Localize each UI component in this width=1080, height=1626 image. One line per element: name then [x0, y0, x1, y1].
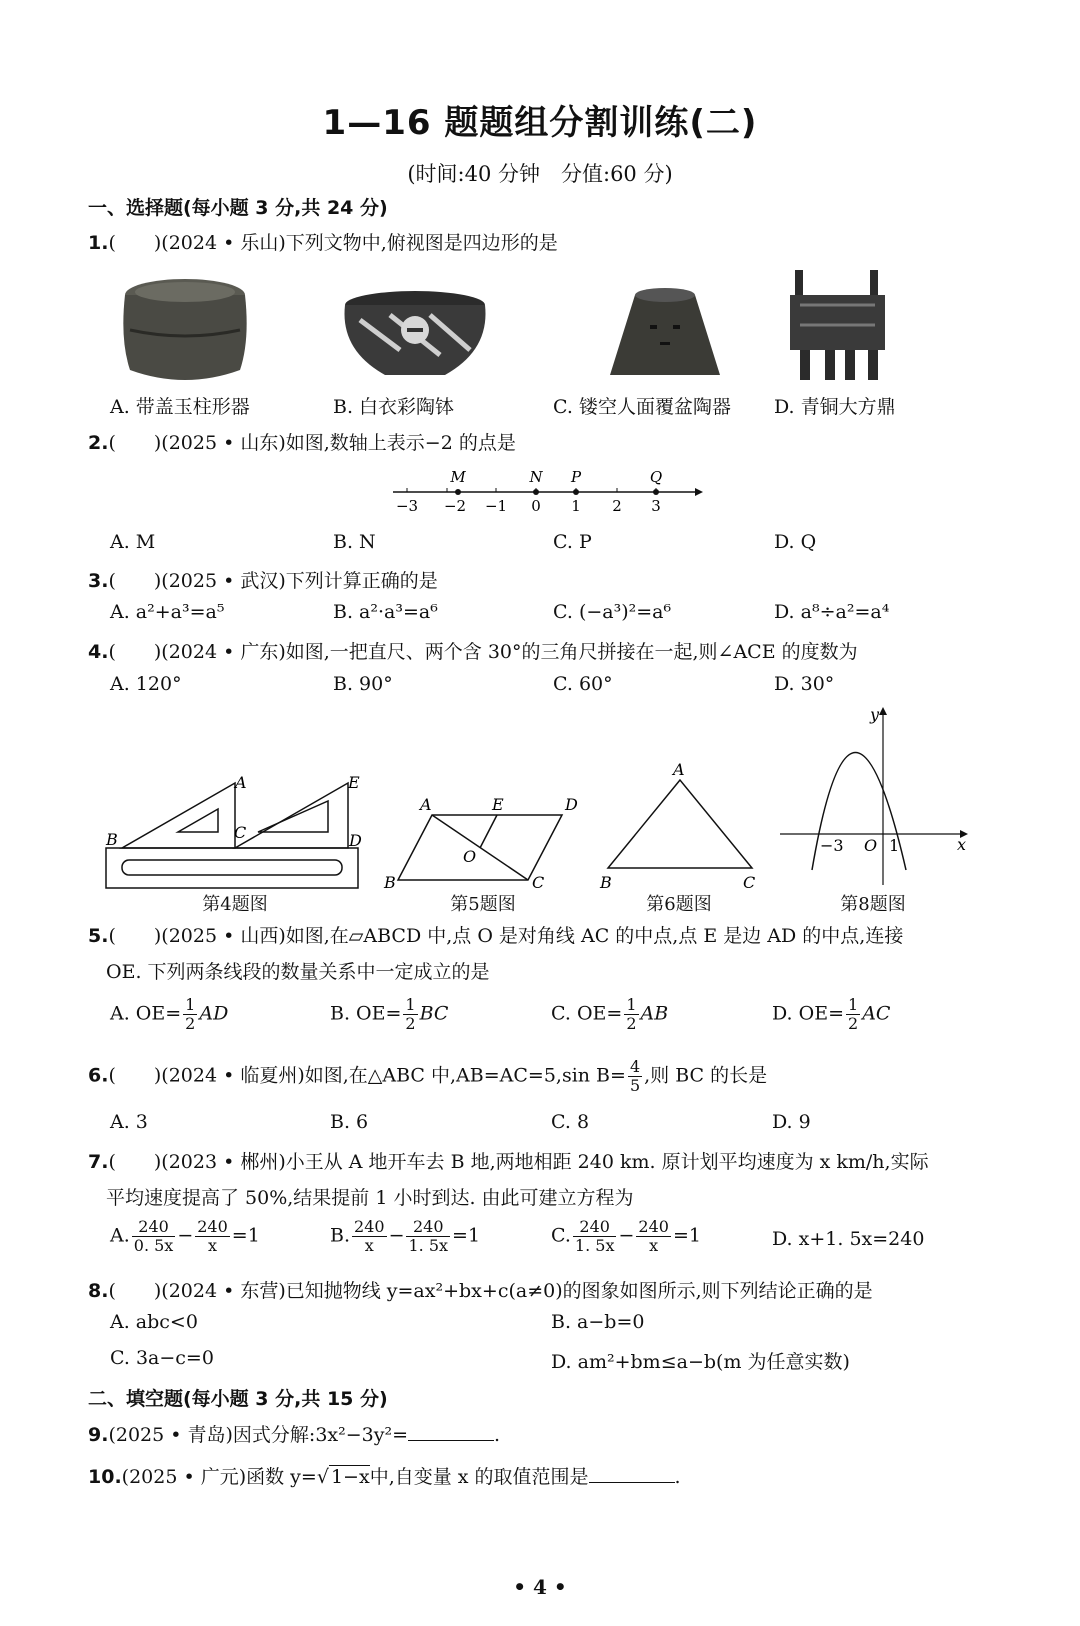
question-stem: ( )(2024 • 东营)已知抛物线 y=ax²+bx+c(a≠0)的图象如图所示,则下列结论正确的是 — [108, 1280, 873, 1302]
label-b: B — [106, 830, 118, 849]
q2-option-d: D. Q — [774, 531, 817, 553]
label-b: B — [384, 873, 396, 890]
question-7 — [88, 1147, 929, 1174]
answer-blank[interactable] — [408, 1422, 494, 1441]
question-2 — [88, 428, 516, 455]
label-1: 1 — [889, 836, 900, 855]
q3-option-d: D. a⁸÷a²=a⁴ — [774, 601, 890, 623]
label-b: B — [600, 873, 612, 890]
question-9: 9.(2025 • 青岛)因式分解:3x²−3y²= . — [88, 1424, 501, 1446]
label-a: A — [420, 795, 432, 814]
tick-label: 2 — [612, 497, 622, 515]
q5-option-a: A. OE= $\frac{1}{2}$ AD — [110, 995, 229, 1033]
figure-5 — [383, 795, 578, 890]
q1-option-d: D. 青铜大方鼎 — [774, 396, 896, 418]
figure-8-caption: 第8题图 — [840, 894, 906, 915]
figure-5-caption: 第5题图 — [450, 894, 516, 915]
label-x: x — [957, 835, 967, 854]
label-e: E — [348, 773, 360, 792]
q4-option-c: C. 60° — [553, 673, 613, 695]
figure-8 — [780, 705, 968, 885]
q6-option-d: D. 9 — [772, 1111, 811, 1133]
q3-option-a: A. a²+a³=a⁵ — [110, 601, 225, 623]
page-number: • 4 • — [513, 1575, 567, 1599]
q6-option-c: C. 8 — [551, 1111, 590, 1133]
tick-label: 3 — [651, 497, 661, 515]
tick-label: −1 — [484, 497, 508, 515]
tick-label: −3 — [395, 497, 419, 515]
question-number: 4. — [88, 641, 109, 663]
q7-option-a: A. $\frac{240}{0. 5x}$ − $\frac{240}{x}$ =1 — [110, 1217, 260, 1255]
q4-option-b: B. 90° — [333, 673, 393, 695]
point-label-p: P — [570, 468, 582, 486]
question-4 — [88, 637, 858, 664]
question-stem: ( )(2024 • 乐山)下列文物中,俯视图是四边形的是 — [108, 232, 558, 254]
q7-option-d: D. x+1. 5x=240 — [772, 1228, 925, 1250]
q5-option-c: C. OE= $\frac{1}{2}$ AB — [551, 995, 669, 1033]
question-5 — [88, 921, 903, 948]
question-3 — [88, 566, 438, 593]
q1-option-a: A. 带盖玉柱形器 — [110, 396, 250, 418]
figure-6-caption: 第6题图 — [646, 894, 712, 915]
painted-bowl-image — [345, 291, 486, 375]
tick-label: 1 — [571, 497, 581, 515]
q1-option-b: B. 白衣彩陶钵 — [333, 396, 455, 418]
q5-option-d: D. OE= $\frac{1}{2}$ AC — [772, 995, 891, 1033]
face-pottery-image — [610, 288, 720, 375]
question-1 — [88, 228, 558, 255]
question-stem: ( )(2025 • 武汉)下列计算正确的是 — [108, 570, 438, 592]
section-choice-heading: 一、选择题(每小题 3 分,共 24 分) — [88, 197, 388, 219]
question-number: 10. — [88, 1466, 122, 1488]
label-c: C — [234, 823, 247, 842]
q6-option-a: A. 3 — [110, 1111, 148, 1133]
tick-label: −2 — [443, 497, 467, 515]
section-fill-heading: 二、填空题(每小题 3 分,共 15 分) — [88, 1388, 388, 1410]
question-number: 9. — [88, 1424, 109, 1446]
q4-option-d: D. 30° — [774, 673, 835, 695]
question-10: 10.(2025 • 广元)函数 y=√ 1−x中,自变量 x 的取值范围是 . — [88, 1466, 681, 1488]
q2-option-c: C. P — [553, 531, 592, 553]
label-o: O — [864, 836, 878, 855]
q2-option-b: B. N — [333, 531, 376, 553]
q3-option-c: C. (−a³)²=a⁶ — [553, 601, 672, 623]
q8-option-b: B. a−b=0 — [551, 1311, 645, 1333]
label-a: A — [235, 773, 247, 792]
label-c: C — [532, 873, 545, 890]
question-number: 1. — [88, 232, 109, 254]
q7-option-c: C. $\frac{240}{1. 5x}$ − $\frac{240}{x}$ =1 — [551, 1217, 701, 1255]
bronze-ding-image — [790, 270, 885, 380]
question-5-line2: OE. 下列两条线段的数量关系中一定成立的是 — [106, 961, 490, 983]
page-title: 1—16 题题组分割训练(二) — [322, 103, 758, 143]
figure-4 — [105, 773, 362, 888]
tick-label: 0 — [531, 497, 541, 515]
q4-option-a: A. 120° — [110, 673, 182, 695]
question-number: 8. — [88, 1280, 109, 1302]
page-subtitle: (时间:40 分钟 分值:60 分) — [407, 162, 673, 186]
sqrt-sign: √ — [316, 1466, 329, 1488]
q7-option-b: B. $\frac{240}{x}$ − $\frac{240}{1. 5x}$ =1 — [330, 1217, 481, 1255]
label-c: C — [743, 873, 756, 890]
jade-cylinder-image — [123, 279, 246, 380]
question-number: 5. — [88, 925, 109, 947]
question-stem: ( )(2025 • 山西)如图,在▱ABCD 中,点 O 是对角线 AC 的中点,点 E 是边 AD 的中点,连接 — [108, 925, 904, 947]
q8-option-c: C. 3a−c=0 — [110, 1347, 214, 1369]
question-number: 6. — [88, 1064, 109, 1087]
figure-4-caption: 第4题图 — [202, 894, 268, 915]
q8-option-d: D. am²+bm≤a−b(m 为任意实数) — [551, 1351, 850, 1373]
question-stem: ( )(2023 • 郴州)小王从 A 地开车去 B 地,两地相距 240 km. 原计划平均速度为 x km/h,实际 — [108, 1151, 929, 1173]
label-e: E — [492, 795, 504, 814]
point-label-m: M — [450, 468, 466, 486]
q2-option-a: A. M — [110, 531, 156, 553]
q3-option-b: B. a²·a³=a⁶ — [333, 601, 438, 623]
question-number: 2. — [88, 432, 109, 454]
figures-row — [100, 705, 980, 890]
label-a: A — [673, 760, 685, 779]
q1-artifact-images — [110, 270, 1010, 395]
question-8 — [88, 1276, 873, 1303]
q8-option-a: A. abc<0 — [110, 1311, 198, 1333]
q6-option-b: B. 6 — [330, 1111, 369, 1133]
question-7-line2: 平均速度提高了 50%,结果提前 1 小时到达. 由此可建立方程为 — [106, 1187, 634, 1209]
label-minus-3: −3 — [820, 836, 844, 855]
question-number: 3. — [88, 570, 109, 592]
point-label-q: Q — [649, 468, 663, 486]
question-6: 6.( )(2024 • 临夏州)如图,在△ABC 中,AB=AC=5,sin B= $\frac{4}{5}$ ,则 BC 的长是 — [88, 1057, 768, 1095]
point-label-n: N — [529, 468, 543, 486]
figure-6 — [599, 760, 755, 890]
question-stem: ( )(2024 • 广东)如图,一把直尺、两个含 30°的三角尺拼接在一起,则∠ACE 的度数为 — [108, 641, 858, 663]
question-number: 7. — [88, 1151, 109, 1173]
label-y: y — [870, 705, 880, 724]
label-d: D — [565, 795, 578, 814]
label-o: O — [463, 847, 477, 866]
number-line-figure — [385, 462, 715, 522]
q1-option-c: C. 镂空人面覆盆陶器 — [553, 396, 731, 418]
label-d: D — [349, 831, 362, 850]
q5-option-b: B. OE= $\frac{1}{2}$ BC — [330, 995, 449, 1033]
answer-blank[interactable] — [589, 1464, 675, 1483]
question-stem: ( )(2025 • 山东)如图,数轴上表示−2 的点是 — [108, 432, 516, 454]
